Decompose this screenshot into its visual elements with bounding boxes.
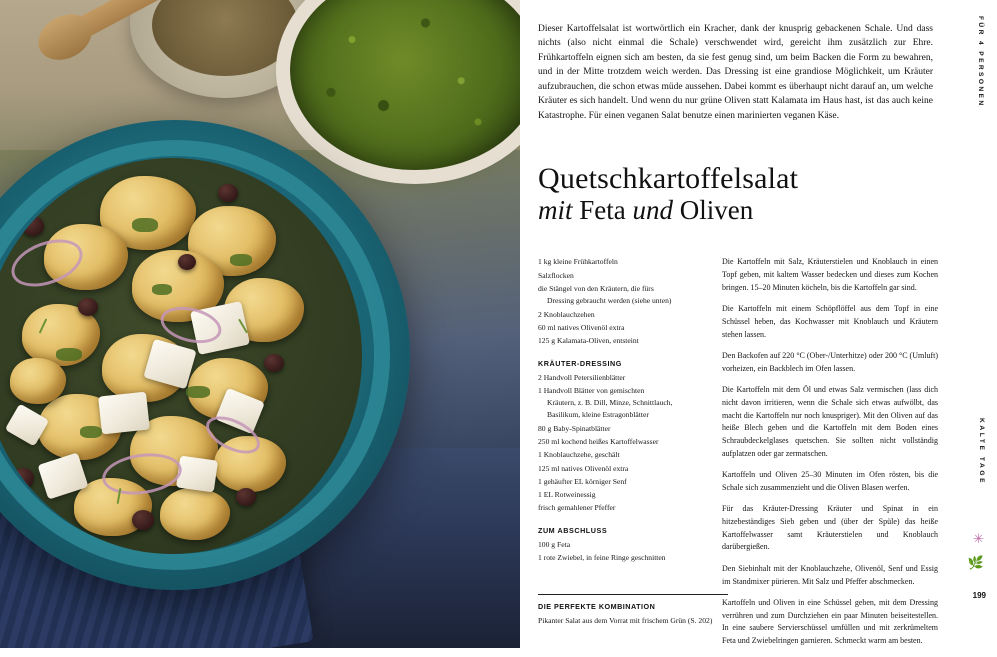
ingredient-text: 1 Knoblauchzehe, geschält (538, 450, 620, 460)
ingredient-text: Salzflocken (538, 270, 574, 280)
recipe-title-sub (538, 195, 938, 227)
instruction-step: Für das Kräuter-Dressing Kräuter und Spinat in ein hitzebeständiges Sieb geben und (über der Spüle) das heiße Kartoffelwasser samt Kräuterstielen und Knoblauch darübergießen. (722, 504, 938, 552)
ingredient-text-cont: Dressing gebraucht werden (siehe unten) (547, 296, 672, 306)
instruction-step: Die Kartoffeln mit dem Öl und etwas Salz vermischen (lass dich nicht davon irritieren, wenn die Schale sich etwas aufwölbt, das macht die Kartoffeln nur noch knuspriger). Mit den Oliven auf das heiße Blech geben und die Kartoffeln mit dem Boden eines Schraubdeckelglases quetschen. Sie sollten nicht vollständig aufplatzen oder gar zermatschen. (722, 385, 938, 458)
recipe-text-page (520, 0, 997, 648)
ingredient-text: die Stängel von den Kräutern, die fürs (538, 284, 654, 294)
instruction-step: Kartoffeln und Oliven in eine Schüssel geben, mit dem Dressing verrühren und zum Durchziehen ein paar Minuten beiseitestellen. In eine saubere Servierschüssel umfüllen und mit zerkrümeltem Feta und Zwiebelringen garnieren. Schmeckt warm am besten. (722, 598, 938, 646)
list-item (538, 385, 698, 422)
list-item (538, 449, 698, 461)
title-word-mit: mit (538, 194, 573, 225)
ingredients-dressing-list (538, 372, 698, 515)
list-item (538, 423, 698, 435)
instruction-step: Kartoffeln und Oliven 25–30 Minuten im Ofen rösten, bis die Schale sich zusammenzieht und die Oliven Blasen werfen. (722, 470, 938, 492)
list-item (538, 256, 698, 268)
dressing-heading: KRÄUTER-DRESSING (538, 358, 622, 368)
title-word-und: und (632, 194, 674, 225)
list-item (538, 463, 698, 475)
list-item (538, 335, 698, 347)
ingredient-text: 60 ml natives Olivenöl extra (538, 322, 625, 332)
recipe-title (538, 163, 938, 226)
list-item (538, 309, 698, 321)
list-item (538, 436, 698, 448)
ingredient-text: frisch gemahlener Pfeffer (538, 503, 616, 513)
list-item (538, 552, 698, 564)
perfect-combination-box (538, 594, 728, 626)
snowflake-icon: ✳ (973, 531, 984, 546)
page-margin-rail (953, 0, 997, 648)
instructions-column (722, 256, 938, 656)
instruction-step: Die Kartoffeln mit einem Schöpflöffel aus dem Topf in eine Schüssel heben, das Kochwasser mit Knoblauch und Kräutern stehen lassen. (722, 304, 938, 339)
ingredients-finish-list (538, 539, 698, 565)
ingredient-text: 1 gehäufter EL körniger Senf (538, 476, 627, 486)
ingredient-text: 2 Handvoll Petersilienblätter (538, 372, 626, 382)
ingredient-text-cont: Kräutern, z. B. Dill, Minze, Schnittlauch, Basilikum, kleine Estragonblätter (547, 398, 673, 420)
ingredient-text: 1 rote Zwiebel, in feine Ringe geschnitten (538, 553, 666, 563)
list-item (538, 539, 698, 551)
instruction-step: Die Kartoffeln mit Salz, Kräuterstielen und Knoblauch in einen Topf geben, mit kaltem Wasser bedecken und dieses zum Kochen bringen. 15–20 Minuten köcheln, bis die Kartoffeln gar sind. (722, 257, 938, 292)
ingredient-text: 1 kg kleine Frühkartoffeln (538, 257, 618, 267)
list-item (538, 270, 698, 282)
list-item (538, 283, 698, 308)
servings-label: FÜR 4 PERSONEN (977, 16, 984, 108)
list-item (538, 476, 698, 488)
finish-heading: ZUM ABSCHLUSS (538, 525, 608, 535)
ingredient-text: 80 g Baby-Spinatblätter (538, 423, 611, 433)
ingredients-main-list (538, 256, 698, 347)
ingredient-text: 2 Knoblauchzehen (538, 309, 595, 319)
combination-heading: DIE PERFEKTE KOMBINATION (538, 601, 656, 611)
herb-sprig-icon: 🌿 (967, 555, 984, 570)
title-word-feta: Feta (579, 194, 626, 225)
list-item (538, 489, 698, 501)
instruction-step: Den Backofen auf 220 °C (Ober-/Unterhitze) oder 200 °C (Umluft) vorheizen, ein Backblech im Ofen lassen. (722, 351, 938, 373)
intro-paragraph: Dieser Kartoffelsalat ist wortwörtlich ein Kracher, dank der knusprig gebackenen Schale. Und dass nichts (also nicht einmal die Schale) verschwendet wird, gereicht ihm zusätzlich zur Ehre. Frühkartoffeln eignen sich am besten, da sie fest genug sind, um beim Backen die Form zu bewahren, und in der Mitte trotzdem weich werden. Das Dressing ist eine grandiose Möglichkeit, um Kräuter aufzubrauchen, die schon etwas müde aussehen. Dabei kommt es überhaupt nicht darauf an, um welche Kräuter es sich handelt. Und wenn du nur grüne Oliven statt Kalamata im Haus hast, ist das auch keine Katastrophe. Für einen veganen Salat benutze einen marinierten veganen Käse. (538, 24, 933, 121)
ingredient-text: 1 Handvoll Blätter von gemischten (538, 385, 645, 395)
ingredient-text: 125 ml natives Olivenöl extra (538, 463, 629, 473)
combination-body: Pikanter Salat aus dem Vorrat mit frischem Grün (S. 202) (538, 615, 713, 625)
list-item (538, 502, 698, 514)
instruction-step: Den Siebinhalt mit der Knoblauchzehe, Olivenöl, Senf und Essig im Standmixer pürieren. Mit Salz und Pfeffer abschmecken. (722, 563, 938, 586)
ingredient-text: 1 EL Rotweinessig (538, 490, 596, 500)
title-word-oliven: Oliven (679, 194, 754, 225)
page-number: 199 (972, 591, 986, 600)
recipe-title-main: Quetschkartoffelsalat (538, 162, 799, 196)
potato-salad-contents (0, 158, 362, 554)
list-item (538, 372, 698, 384)
ingredient-text: 125 g Kalamata-Oliven, entsteint (538, 336, 639, 346)
ingredient-text: 100 g Feta (538, 539, 571, 549)
ingredient-text: 250 ml kochend heißes Kartoffelwasser (538, 436, 659, 446)
chapter-label: KALTE TAGE (978, 418, 985, 486)
list-item (538, 322, 698, 334)
